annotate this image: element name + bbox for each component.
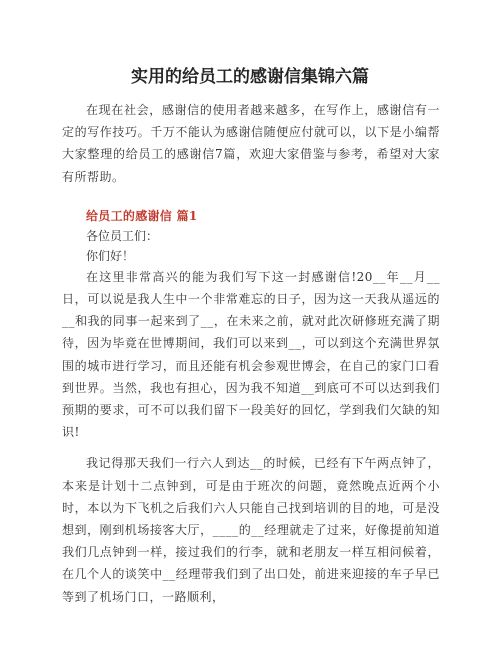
document-body	[62, 99, 440, 608]
salutation: 各位员工们：	[86, 228, 159, 243]
body-paragraph: 在这里非常高兴的能为我们写下这一封感谢信!20__年__月__日，可以说是我人生中一个非常难忘的日子，因为这一天我从遥远的__和我的同事一起来到了__，在未来之前，就对此次研修班充满了期待，因为毕竟在世博期间，我们可以来到__，可以到这个充满世界氛围的城市进行学习，而且还能有机会参观世博会，在自己的家门口看到世界。当然，我也有担心，因为我不知道__到底可不可以达到我们预期的要求，可不可以我们留下一段美好的回忆，学到我们欠缺的知识!	[62, 269, 440, 440]
intro-paragraph: 在现在社会，感谢信的使用者越来越多，在写作上，感谢信有一定的写作技巧。千万不能认为感谢信随便应付就可以，以下是小编帮大家整理的给员工的感谢信7篇，欢迎大家借鉴与参考，希望对大家有所帮助。	[62, 103, 440, 184]
greeting: 你们好！	[86, 248, 135, 263]
section-heading: 给员工的感谢信 篇1	[86, 208, 198, 223]
document-title: 实用的给员工的感谢信集锦六篇	[131, 67, 369, 87]
body-paragraph: 我记得那天我们一行六人到达__的时候，已经有下午两点钟了，本来是计划十二点钟到，可是由于班次的问题，竟然晚点近两个小时，本以为下飞机之后我们六人只能自己找到培训的目的地，可是没想到，刚到机场接客大厅，____的__经理就走了过来，好像提前知道我们几点钟到一样，接过我们的行李，就和老朋友一样互相问候着，在几个人的谈笑中__经理带我们到了出口处，前进来迎接的车子早已等到了机场门口，一路顺利，	[62, 456, 440, 604]
